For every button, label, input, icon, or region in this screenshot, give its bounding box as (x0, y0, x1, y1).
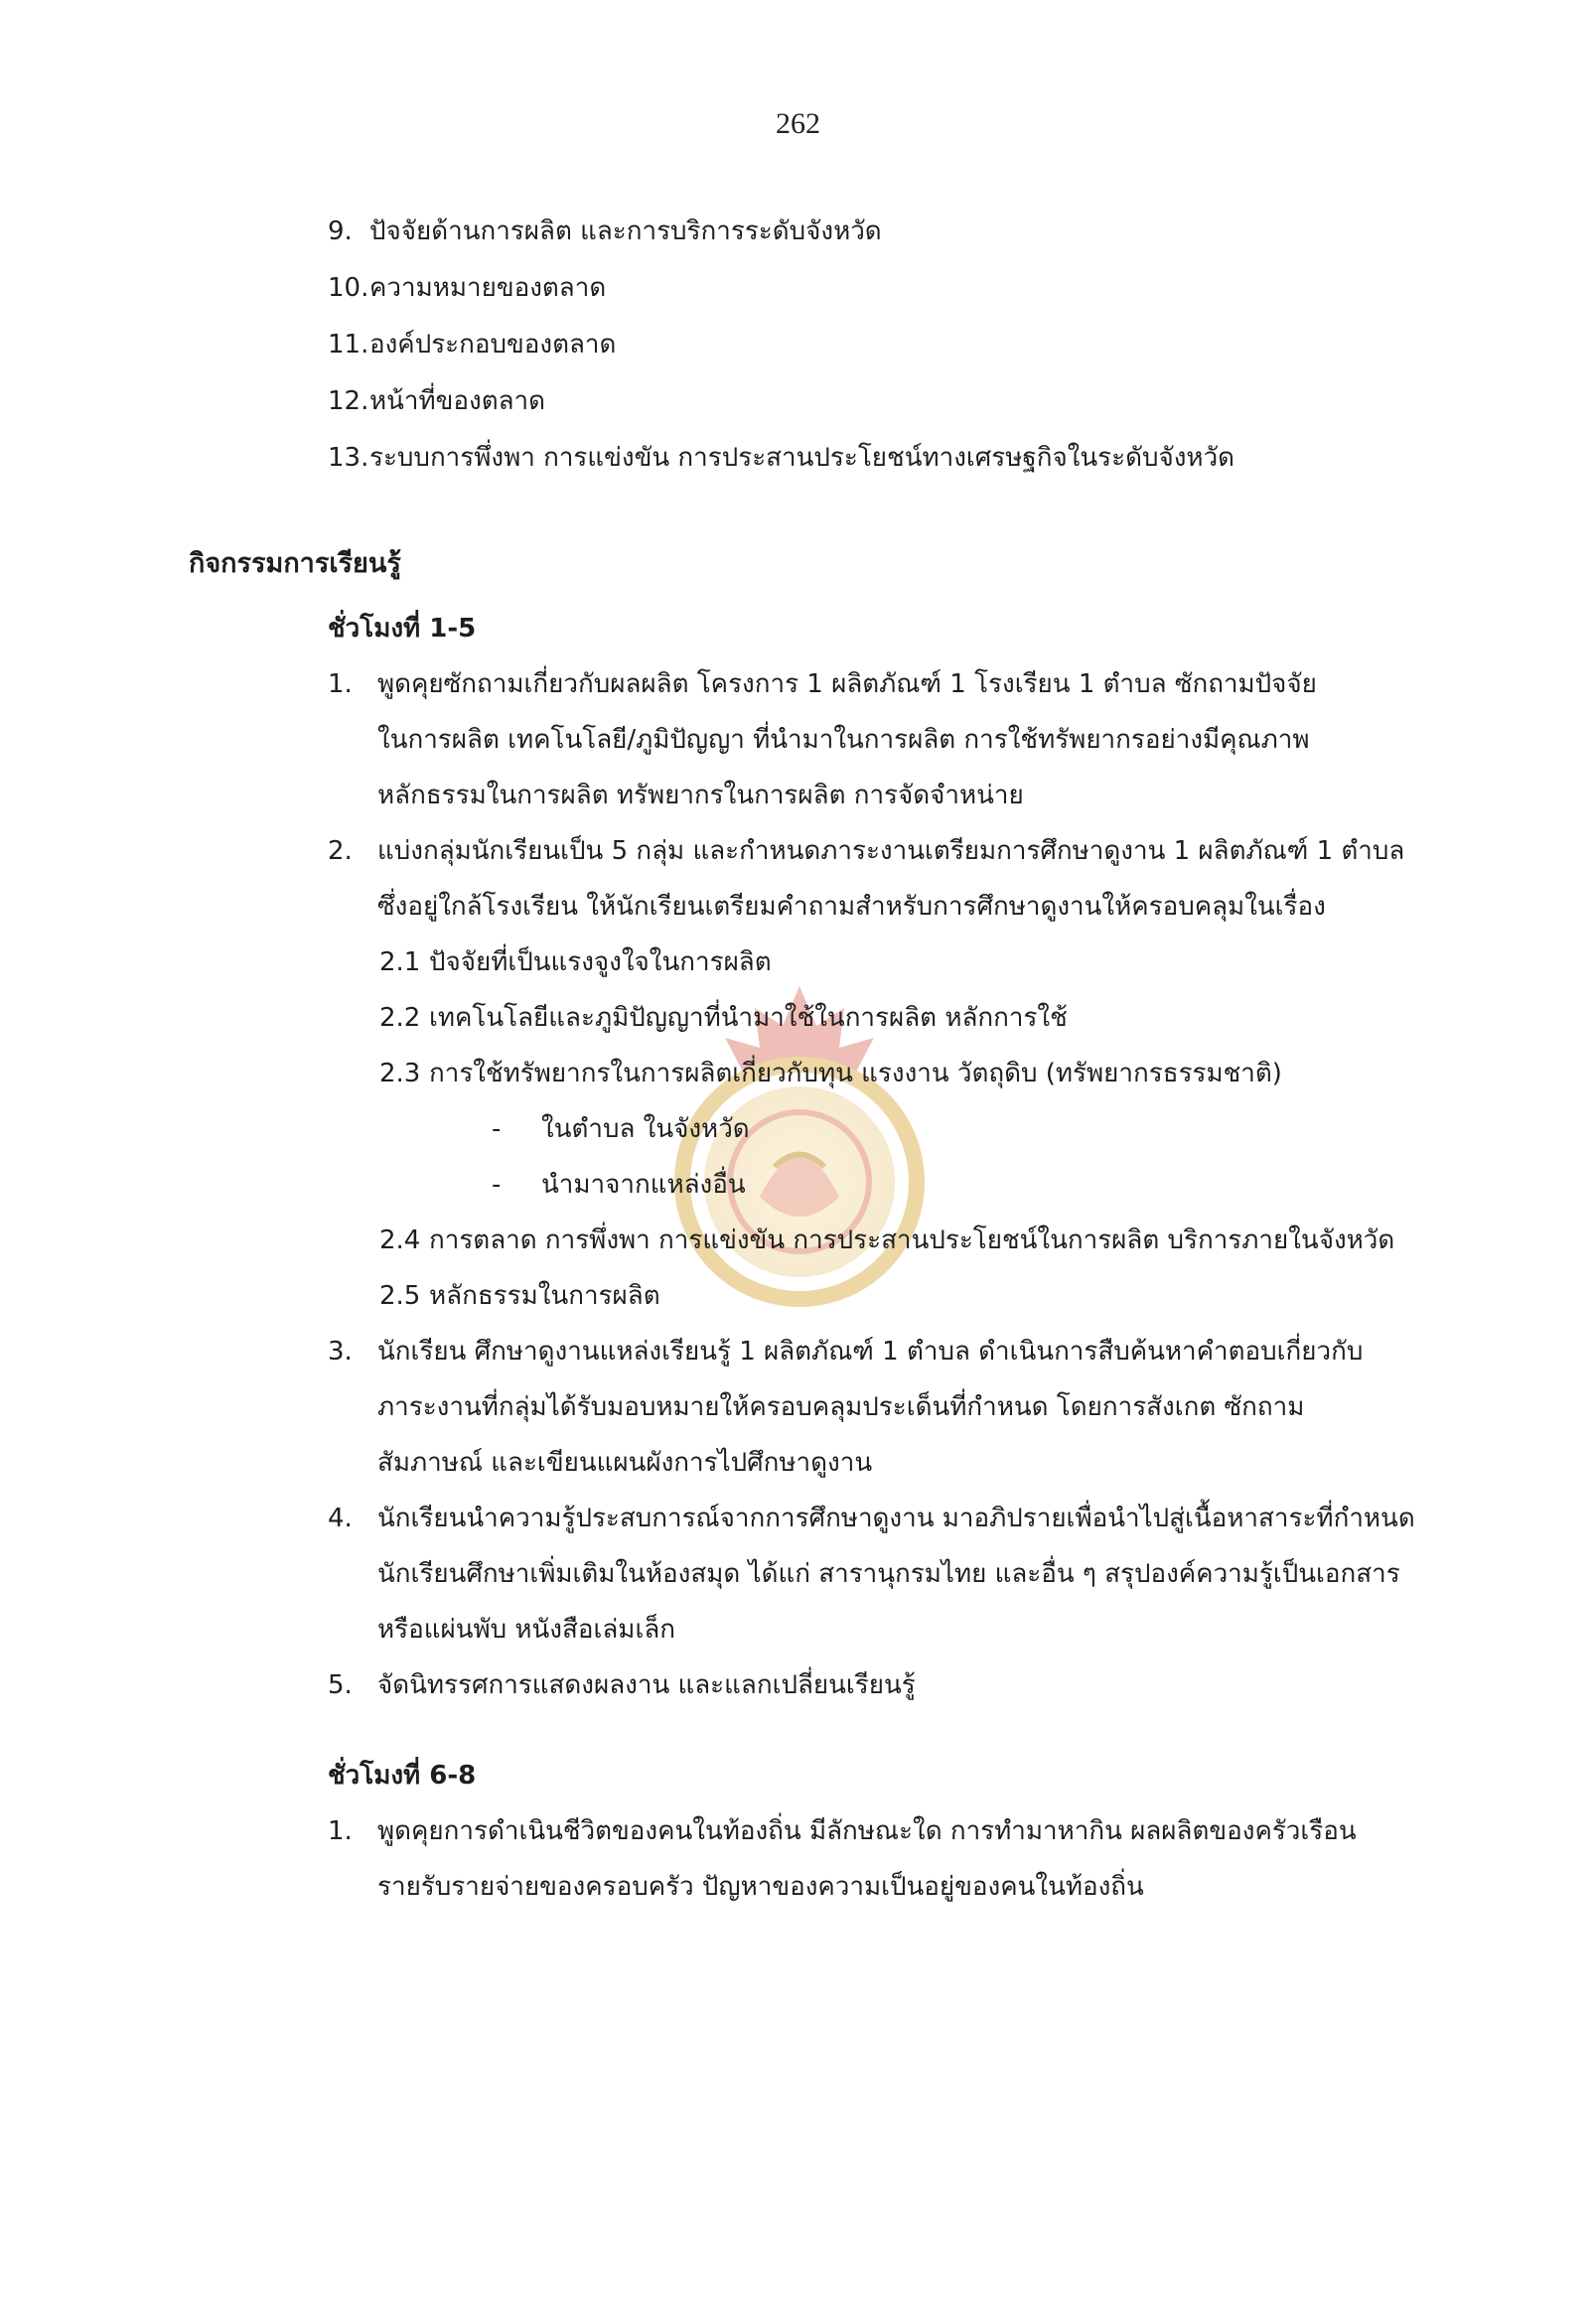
hour-heading: ชั่วโมงที่ 6-8 (328, 1761, 477, 1791)
topic-list (328, 204, 1460, 487)
topic-text: องค์ประกอบของตลาด (369, 330, 617, 360)
sub-item (328, 1046, 1460, 1101)
dash-item (328, 1101, 1460, 1157)
activity-step (328, 1324, 1460, 1491)
topic-text: ระบบการพึ่งพา การแข่งขัน การประสานประโยชน์ทางเศรษฐกิจในระดับจังหวัด (369, 443, 1235, 473)
topic-item (328, 430, 1460, 487)
sub-number: 2.1 (379, 947, 421, 977)
activity-step (328, 656, 1460, 823)
step-line: นักเรียนนำความรู้ประสบการณ์จากการศึกษาดูงาน มาอภิปรายเพื่อนำไปสู่เนื้อหาสาระที่กำหนด (377, 1504, 1415, 1533)
topic-item (328, 373, 1460, 430)
topic-item (328, 317, 1460, 373)
dash-item (328, 1157, 1460, 1213)
step-number: 2. (328, 836, 353, 866)
sub-number: 2.4 (379, 1225, 421, 1255)
step-number: 1. (328, 1816, 353, 1846)
step-line: ซึ่งอยู่ใกล้โรงเรียน ให้นักเรียนเตรียมคำถามสำหรับการศึกษาดูงานให้ครอบคลุมในเรื่อง (377, 892, 1326, 922)
dash-marker: - (492, 1170, 502, 1200)
topic-item (328, 204, 1460, 260)
topic-number: 11. (328, 330, 369, 360)
sub-item (328, 1213, 1460, 1268)
dash-text: นำมาจากแหล่งอื่น (541, 1170, 746, 1200)
topic-number: 13. (328, 443, 369, 473)
step-line: หรือแผ่นพับ หนังสือเล่มเล็ก (377, 1615, 676, 1645)
activity-step (328, 1491, 1460, 1657)
page-number: 262 (776, 107, 820, 140)
step-line: หลักธรรมในการผลิต ทรัพยากรในการผลิต การจัดจำหน่าย (377, 781, 1024, 810)
sub-item (328, 990, 1460, 1046)
sub-item (328, 1268, 1460, 1324)
step-line: ภาระงานที่กลุ่มได้รับมอบหมายให้ครอบคลุมประเด็นที่กำหนด โดยการสังเกต ซักถาม (377, 1392, 1305, 1422)
activity-step (328, 1657, 1460, 1713)
topic-text: หน้าที่ของตลาด (369, 386, 546, 416)
sub-text: การตลาด การพึ่งพา การแข่งขัน การประสานประโยชน์ในการผลิต บริการภายในจังหวัด (429, 1225, 1395, 1255)
step-number: 4. (328, 1504, 353, 1533)
topic-number: 9. (328, 216, 353, 246)
sub-number: 2.3 (379, 1059, 421, 1088)
sub-text: เทคโนโลยีและภูมิปัญญาที่นำมาใช้ในการผลิต หลักการใช้ (429, 1003, 1068, 1033)
sub-number: 2.5 (379, 1281, 421, 1311)
step-line: สัมภาษณ์ และเขียนแผนผังการไปศึกษาดูงาน (377, 1448, 873, 1478)
sub-number: 2.2 (379, 1003, 421, 1033)
step-number: 1. (328, 669, 353, 699)
step-line: แบ่งกลุ่มนักเรียนเป็น 5 กลุ่ม และกำหนดภาระงานเตรียมการศึกษาดูงาน 1 ผลิตภัณฑ์ 1 ตำบล (377, 836, 1405, 866)
dash-text: ในตำบล ในจังหวัด (541, 1114, 750, 1144)
step-line: นักเรียนศึกษาเพิ่มเติมในห้องสมุด ได้แก่ สารานุกรมไทย และอื่น ๆ สรุปองค์ความรู้เป็นเอกสาร (377, 1559, 1400, 1589)
section-title: กิจกรรมการเรียนรู้ (189, 548, 401, 579)
topic-number: 10. (328, 273, 369, 303)
sub-text: หลักธรรมในการผลิต (429, 1281, 660, 1311)
step-line: ในการผลิต เทคโนโลยี/ภูมิปัญญา ที่นำมาในการผลิต การใช้ทรัพยากรอย่างมีคุณภาพ (377, 725, 1310, 755)
step-line: พูดคุยการดำเนินชีวิตของคนในท้องถิ่น มีลักษณะใด การทำมาหากิน ผลผลิตของครัวเรือน (377, 1816, 1357, 1846)
hours-1-5-block (328, 601, 1460, 1713)
topic-item (328, 260, 1460, 317)
step-line: พูดคุยซักถามเกี่ยวกับผลผลิต โครงการ 1 ผลิตภัณฑ์ 1 โรงเรียน 1 ตำบล ซักถามปัจจัย (377, 669, 1317, 699)
step-number: 5. (328, 1670, 353, 1700)
topic-number: 12. (328, 386, 369, 416)
topic-text: ปัจจัยด้านการผลิต และการบริการระดับจังหวัด (369, 216, 882, 246)
sub-text: ปัจจัยที่เป็นแรงจูงใจในการผลิต (429, 947, 772, 977)
sub-item (328, 935, 1460, 990)
activity-step (328, 1803, 1460, 1915)
hour-heading: ชั่วโมงที่ 1-5 (328, 614, 477, 644)
dash-marker: - (492, 1114, 502, 1144)
step-number: 3. (328, 1337, 353, 1367)
hours-6-8-block (328, 1748, 1460, 1915)
topic-text: ความหมายของตลาด (369, 273, 607, 303)
step-line: นักเรียน ศึกษาดูงานแหล่งเรียนรู้ 1 ผลิตภัณฑ์ 1 ตำบล ดำเนินการสืบค้นหาคำตอบเกี่ยวกับ (377, 1337, 1364, 1367)
step-line: รายรับรายจ่ายของครอบครัว ปัญหาของความเป็นอยู่ของคนในท้องถิ่น (377, 1872, 1144, 1902)
sub-text: การใช้ทรัพยากรในการผลิตเกี่ยวกับทุน แรงงาน วัตถุดิบ (ทรัพยากรธรรมชาติ) (429, 1059, 1282, 1088)
activity-step (328, 823, 1460, 935)
step-line: จัดนิทรรศการแสดงผลงาน และแลกเปลี่ยนเรียนรู้ (377, 1670, 916, 1700)
